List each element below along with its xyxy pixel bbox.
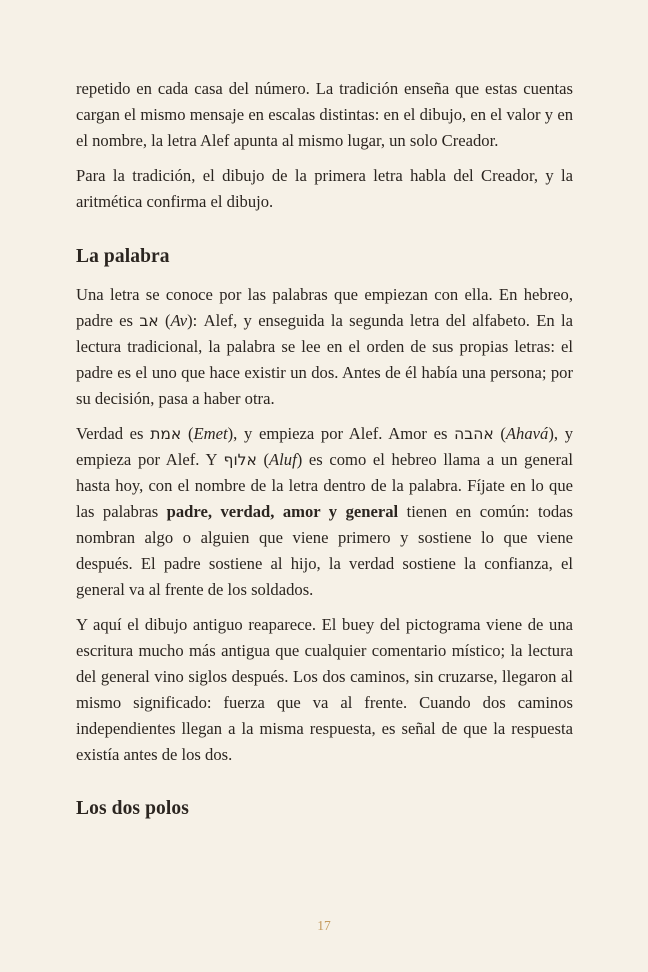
text-run: ( xyxy=(256,450,270,469)
hebrew-word-av: אב xyxy=(139,312,159,330)
section-heading-los-dos-polos: Los dos polos xyxy=(76,798,189,819)
text-run: ( xyxy=(493,424,506,443)
page-body xyxy=(76,76,573,834)
palabra-paragraph-3: Y aquí el dibujo antiguo reaparece. El buey del pictograma viene de una escritura mucho más antigua que cualquier comentario místico; la lectura del general vino siglos después. Los dos caminos, sin cruzarse, llegaron al mismo significado: fuerza que va al frente. Cuando dos caminos independientes llegan a la misma respuesta, es señal de que la respuesta existía antes de los dos. xyxy=(76,615,573,764)
hebrew-word-ahava: אהבה xyxy=(454,425,494,443)
intro-paragraph-1: repetido en cada casa del número. La tradición enseña que estas cuentas cargan el mismo mensaje en escalas distintas: en el dibujo, en el valor y en el nombre, la letra Alef apunta al mismo lugar, un solo Creador. xyxy=(76,79,573,150)
page-number: 17 xyxy=(317,918,331,933)
text-run: ( xyxy=(181,424,194,443)
text-run: ) es como el hebreo llama a un general hasta hoy, con el nombre de la letra dentro de la palabra. Fíjate en lo que las palabras xyxy=(76,450,573,521)
transliteration-ahava: Ahavá xyxy=(505,424,549,443)
text-run: ), y empieza por Alef. Amor es xyxy=(227,424,455,443)
text-run: ), y empieza por Alef. Y xyxy=(76,424,573,469)
section-heading-la-palabra: La palabra xyxy=(76,246,170,267)
palabra-paragraph-1 xyxy=(76,282,573,412)
hebrew-word-emet: אמת xyxy=(150,425,182,443)
text-run: tienen en común: todas nombran algo o alguien que viene primero y sostiene lo que viene después. El padre sostiene al hijo, la verdad sostiene la confianza, el general va al frente de los soldados. xyxy=(76,502,573,599)
text-run: Verdad es xyxy=(76,424,151,443)
text-run: ): Alef, y enseguida la segunda letra del alfabeto. En la lectura tradicional, la palabra se lee en el orden de sus propias letras: el padre es el uno que hace existir un dos. Antes de él había una persona; por su decisión, pasa a haber otra. xyxy=(76,311,573,408)
text-run: ( xyxy=(158,311,171,330)
transliteration-aluf: Aluf xyxy=(269,450,297,469)
emphasis-words: padre, verdad, amor y general xyxy=(166,502,399,521)
text-run: Una letra se conoce por las palabras que empiezan con ella. En hebreo, padre es xyxy=(76,285,573,330)
transliteration-av: Av xyxy=(170,311,188,330)
palabra-paragraph-2 xyxy=(76,421,573,603)
hebrew-word-aluf: אלוף xyxy=(223,451,257,469)
transliteration-emet: Emet xyxy=(193,424,228,443)
intro-paragraph-2: Para la tradición, el dibujo de la primera letra habla del Creador, y la aritmética confirma el dibujo. xyxy=(76,166,573,211)
